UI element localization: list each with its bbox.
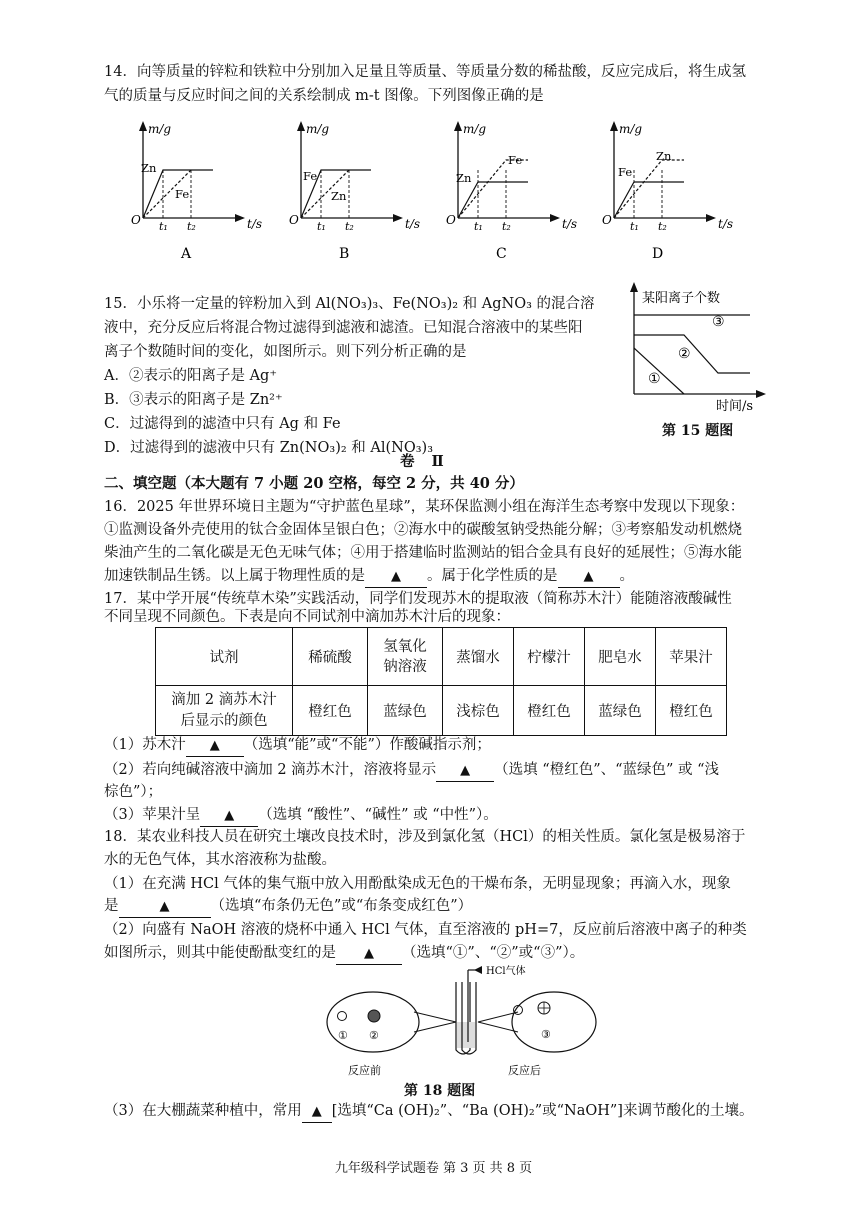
q18-mark-1: ①	[338, 1029, 348, 1042]
q15-figure	[620, 280, 780, 440]
q15-mark-2: ②	[678, 346, 691, 362]
table-row	[156, 628, 727, 686]
q17-blank-2[interactable]: ▲	[436, 760, 494, 782]
q14-t2-label: t₂	[187, 220, 196, 233]
table-header-cell: 柠檬汁	[514, 628, 585, 686]
q14-y-label: m/g	[619, 122, 643, 136]
q18-mark-2: ②	[369, 1029, 379, 1042]
table-cell: 橙红色	[656, 686, 727, 736]
q18-part2-cont: 如图所示，则其中能使酚酞变红的是 ▲ （选填“①”、“②”或“③”）。	[104, 943, 584, 965]
table-header-cell: 试剂	[156, 628, 293, 686]
table-cell: 滴加 2 滴苏木汁 后显示的颜色	[156, 686, 293, 736]
q14-y-label: m/g	[463, 122, 487, 136]
q18-mark-3: ③	[541, 1028, 551, 1041]
q15-y-label: 某阳离子个数	[642, 291, 721, 306]
q14-t2-label: t₂	[658, 220, 667, 233]
q14-t2-label: t₂	[345, 220, 354, 233]
q18-gas-arrow	[474, 966, 482, 974]
q14-t1-label: t₁	[317, 220, 326, 233]
table-cell: 橙红色	[514, 686, 585, 736]
q14-graphs	[0, 0, 867, 300]
q14-label-zn: Zn	[141, 161, 157, 175]
q14-origin: O	[602, 213, 612, 227]
q15-text-line3: 离子个数随时间的变化，如图所示。则下列分析正确的是	[104, 344, 467, 360]
q14-x-arrow	[393, 214, 403, 222]
table-cell: 蓝绿色	[368, 686, 443, 736]
q14-x-arrow	[706, 214, 716, 222]
q14-origin: O	[446, 213, 456, 227]
q17-blank-1[interactable]: ▲	[186, 735, 244, 757]
q14-option-label: B	[339, 246, 350, 262]
q18-before-pointer	[414, 1012, 456, 1032]
q14-y-arrow	[610, 121, 618, 131]
q18-gas-label: HCl气体	[486, 966, 526, 977]
q14-option-label: A	[181, 246, 192, 262]
q15-y-arrow	[630, 282, 638, 292]
q14-y-arrow	[454, 121, 462, 131]
q14-label-zn: Zn	[331, 189, 347, 203]
table-cell: 浅棕色	[443, 686, 514, 736]
q14-x-arrow	[235, 214, 245, 222]
q16-text-line2: ①监测设备外壳使用的钛合金固体呈银白色；②海水中的碳酸氢钠受热能分解；③考察船发动机燃烧	[104, 522, 742, 538]
q18-blank-2[interactable]: ▲	[336, 943, 402, 965]
q17-blank-3[interactable]: ▲	[200, 805, 258, 827]
q16-blank-chemical[interactable]: ▲	[558, 566, 620, 588]
q18-part3: （3）在大棚蔬菜种植中，常用 ▲ [选填“Ca (OH)₂”、“Ba (OH)₂”或“NaOH”]来调节酸化的土壤。	[104, 1101, 753, 1123]
q18-after-label: 反应后	[508, 1064, 541, 1077]
q15-x-arrow	[756, 390, 766, 398]
q17-part2: （2）若向纯碱溶液中滴加 2 滴苏木汁，溶液将显示 ▲ （选填 “橙红色”、“蓝绿色” 或 “浅	[104, 760, 719, 782]
q14-label-fe: Fe	[508, 153, 523, 167]
q16-blank-physical[interactable]: ▲	[365, 566, 427, 588]
table-header-cell: 肥皂水	[585, 628, 656, 686]
q18-caption: 第 18 题图	[404, 1083, 476, 1099]
q14-t2-label: t₂	[502, 220, 511, 233]
q14-line-fe	[614, 182, 684, 218]
q15-option-a: A．②表示的阳离子是 Ag⁺	[104, 368, 277, 384]
q14-origin: O	[289, 213, 299, 227]
table-header-cell: 苹果汁	[656, 628, 727, 686]
q14-y-label: m/g	[306, 122, 330, 136]
table-header-cell: 氢氧化 钠溶液	[368, 628, 443, 686]
q14-origin: O	[131, 213, 141, 227]
q15-caption: 第 15 题图	[662, 423, 734, 439]
q15-option-d: D．过滤得到的滤液中只有 Zn(NO₃)₂ 和 Al(NO₃)₃	[104, 440, 434, 456]
q14-x-label: t/s	[405, 217, 421, 231]
q17-part1: （1）苏木汁 ▲ （选填“能”或“不能”）作酸碱指示剂；	[104, 735, 491, 757]
q14-line-zn	[458, 182, 528, 218]
q16-text-line1: 16．2025 年世界环境日主题为“守护蓝色星球”，某环保监测小组在海洋生态考察中发现以下现象：	[104, 499, 745, 515]
q14-x-label: t/s	[562, 217, 578, 231]
q18-part1-cont: 是 ▲ （选填“布条仍无色”或“布条变成红色”）	[104, 896, 472, 918]
q15-line-2	[634, 335, 750, 373]
table-header-cell: 蒸馏水	[443, 628, 514, 686]
q14-text-line1: 14．向等质量的锌粒和铁粒中分别加入足量且等质量、等质量分数的稀盐酸，反应完成后，将生成氢	[104, 64, 746, 80]
q14-label-fe: Fe	[618, 165, 633, 179]
q18-part2: （2）向盛有 NaOH 溶液的烧杯中通入 HCl 气体，直至溶液的 pH=7，反应前后溶液中离子的种类	[104, 922, 747, 938]
q14-y-arrow	[297, 121, 305, 131]
table-cell: 蓝绿色	[585, 686, 656, 736]
q14-option-label: D	[652, 246, 664, 262]
q18-ion-open	[338, 1012, 347, 1021]
table-cell: 橙红色	[293, 686, 368, 736]
q14-label-zn: Zn	[656, 149, 672, 163]
page-footer: 九年级科学试题卷 第 3 页 共 8 页	[334, 1161, 533, 1176]
q15-text-line1: 15．小乐将一定量的锌粉加入到 Al(NO₃)₃、Fe(NO₃)₂ 和 AgNO₃ 的混合溶	[104, 296, 595, 312]
q16-text-line4: 加速铁制品生锈。以上属于物理性质的是 ▲ 。属于化学性质的是 ▲ 。	[104, 566, 634, 588]
q15-x-label: 时间/s	[716, 399, 754, 414]
q15-mark-3: ③	[712, 314, 725, 330]
section-heading: 二、填空题（本大题有 7 小题 20 空格，每空 2 分，共 40 分）	[104, 475, 524, 492]
q18-text-line2: 水的无色气体，其水溶液称为盐酸。	[104, 852, 336, 868]
q14-label-fe: Fe	[303, 169, 318, 183]
q18-part1: （1）在充满 HCl 气体的集气瓶中放入用酚酞染成无色的干燥布条，无明显现象；再滴入水，现象	[104, 876, 731, 892]
q18-ion-filled	[368, 1010, 380, 1022]
q14-x-label: t/s	[247, 217, 263, 231]
q17-part3: （3）苹果汁呈 ▲ （选填 “酸性”、“碱性” 或 “中性”）。	[104, 805, 498, 827]
q15-option-c: C．过滤得到的滤渣中只有 Ag 和 Fe	[104, 416, 341, 432]
q14-t1-label: t₁	[630, 220, 639, 233]
q17-table	[155, 627, 727, 736]
q15-option-b: B．③表示的阳离子是 Zn²⁺	[104, 392, 283, 408]
q14-option-label: C	[496, 246, 507, 262]
q16-text-line3: 柴油产生的二氧化碳是无色无味气体；④用于搭建临时监测站的铝合金具有良好的延展性；⑤海水能	[104, 545, 742, 561]
q17-part2-cont: 棕色”）；	[104, 784, 163, 800]
q18-blank-1[interactable]: ▲	[119, 896, 211, 918]
q18-liquid-after	[463, 1022, 475, 1048]
q18-figure	[318, 966, 618, 1081]
table-header-cell: 稀硫酸	[293, 628, 368, 686]
q14-text-line2: 气的质量与反应时间之间的关系绘制成 m-t 图像。下列图像正确的是	[104, 88, 544, 104]
q15-mark-1: ①	[648, 371, 661, 387]
q14-label-fe: Fe	[175, 187, 190, 201]
q18-after-ellipse	[512, 992, 596, 1052]
table-row	[156, 686, 727, 736]
section-title: 卷 Ⅱ	[400, 453, 450, 470]
q17-text-line2: 不同呈现不同颜色。下表是向不同试剂中滴加苏木汁后的现象：	[104, 609, 510, 625]
q18-text-line1: 18．某农业科技人员在研究土壤改良技术时，涉及到氯化氢（HCl）的相关性质。氯化氢是极易溶于	[104, 829, 746, 845]
q18-before-label: 反应前	[348, 1064, 381, 1077]
q14-y-label: m/g	[148, 122, 172, 136]
q14-y-arrow	[139, 121, 147, 131]
q14-x-arrow	[550, 214, 560, 222]
q14-x-label: t/s	[718, 217, 734, 231]
q14-t1-label: t₁	[474, 220, 483, 233]
q18-blank-3[interactable]: ▲	[302, 1101, 332, 1123]
q14-label-zn: Zn	[456, 171, 472, 185]
q17-text-line1: 17．某中学开展“传统草木染”实践活动，同学们发现苏木的提取液（简称苏木汁）能随溶液酸碱性	[104, 591, 732, 607]
q14-line-fe	[458, 160, 528, 218]
q14-t1-label: t₁	[159, 220, 168, 233]
q15-text-line2: 液中，充分反应后将混合物过滤得到滤液和滤渣。已知混合溶液中的某些阳	[104, 320, 583, 336]
